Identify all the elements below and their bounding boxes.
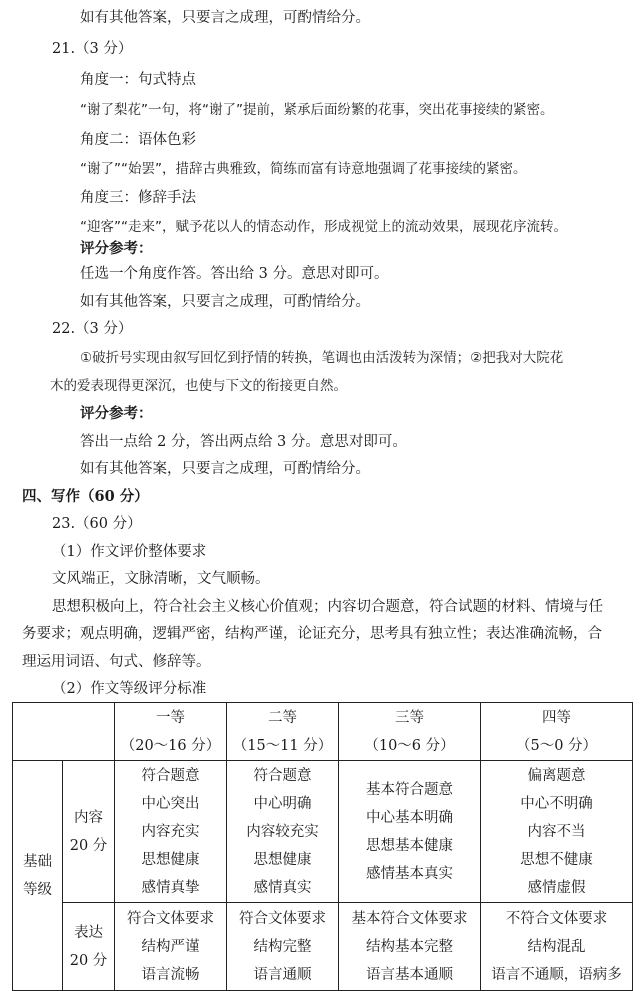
expression-cell-grade-3 (339, 903, 481, 991)
criterion: 符合题意 (253, 767, 312, 784)
expression-label (63, 903, 115, 991)
criterion: 结构严谨 (141, 938, 200, 955)
criterion: 语言不通顺，语病多 (491, 966, 622, 983)
criterion: 基本符合文体要求 (351, 910, 468, 927)
expression-cell-grade-1 (115, 903, 227, 991)
criterion: 感情虚假 (527, 879, 586, 896)
scoring-reference-text: 任选一个角度作答。答出给 3 分。意思对即可。 (80, 266, 389, 282)
question-22-number: 22.（3 分） (52, 321, 133, 337)
angle-2-title: 角度二：语体色彩 (80, 132, 196, 148)
content-cell-grade-3 (339, 761, 481, 903)
requirements-heading: （1）作文评价整体要求 (52, 544, 207, 560)
grade-header (227, 703, 339, 761)
criterion: 语言流畅 (141, 966, 200, 983)
criterion: 中心明确 (253, 795, 312, 812)
group-label: 等级 (23, 881, 52, 898)
criterion: 基本符合题意 (366, 781, 453, 798)
grade-name: 一等 (156, 709, 185, 726)
scoring-note: 如有其他答案，只要言之成理，可酌情给分。 (80, 10, 370, 26)
content-row (13, 761, 633, 903)
grade-header (115, 703, 227, 761)
scoring-note: 如有其他答案，只要言之成理，可酌情给分。 (80, 294, 370, 310)
angle-1-text: “谢了梨花”一句，将“谢了”提前，紧承后面纷繁的花事，突出花事接续的紧密。 (80, 102, 554, 118)
row-points: 20 分 (69, 952, 108, 969)
group-label: 基础 (23, 853, 52, 870)
grade-name: 二等 (268, 709, 297, 726)
grade-header (481, 703, 633, 761)
grade-range: （20～16 分） (120, 737, 221, 754)
requirement-line: 思想积极向上，符合社会主义核心价值观；内容切合题意，符合试题的材料、情境与任 (52, 599, 603, 615)
criterion: 结构混乱 (527, 938, 586, 955)
criterion: 思想基本健康 (366, 837, 453, 854)
criterion: 结构基本完整 (366, 938, 453, 955)
question-23-number: 23.（60 分） (52, 516, 142, 532)
grade-name: 四等 (542, 709, 571, 726)
table-header-row (13, 703, 633, 761)
scoring-reference-heading: 评分参考： (80, 240, 153, 257)
angle-3-title: 角度三：修辞手法 (80, 190, 196, 206)
grade-name: 三等 (395, 709, 424, 726)
grading-standard-heading: （2）作文等级评分标准 (52, 681, 207, 697)
grade-header (339, 703, 481, 761)
row-label: 内容 (74, 809, 103, 826)
content-cell-grade-4 (481, 761, 633, 903)
grade-range: （10～6 分） (364, 737, 455, 754)
requirement-line: 理运用词语、句式、修辞等。 (22, 654, 211, 670)
criterion: 结构完整 (253, 938, 312, 955)
row-points: 20 分 (69, 837, 108, 854)
criterion: 不符合文体要求 (505, 910, 608, 927)
row-label: 表达 (74, 924, 103, 941)
angle-1-title: 角度一：句式特点 (80, 72, 196, 88)
requirement-line: 务要求；观点明确，逻辑严密，结构严谨，论证充分，思考具有独立性；表达准确流畅，合 (22, 626, 602, 642)
criterion: 思想健康 (253, 851, 312, 868)
content-cell-grade-2 (227, 761, 339, 903)
expression-cell-grade-2 (227, 903, 339, 991)
criterion: 符合文体要求 (239, 910, 326, 927)
criterion: 中心不明确 (520, 795, 593, 812)
criterion: 思想健康 (141, 851, 200, 868)
grading-table (12, 702, 633, 991)
criterion: 感情真实 (253, 879, 312, 896)
criterion: 感情基本真实 (366, 865, 453, 882)
basic-level-label (13, 761, 63, 991)
criterion: 内容充实 (141, 823, 200, 840)
question-22-answer-line-2: 木的爱表现得更深沉，也使与下文的衔接更自然。 (50, 378, 347, 394)
grade-range: （15～11 分） (232, 737, 333, 754)
criterion: 内容不当 (527, 823, 586, 840)
criterion: 中心基本明确 (366, 809, 453, 826)
content-cell-grade-1 (115, 761, 227, 903)
criterion: 感情真挚 (141, 879, 200, 896)
expression-row (13, 903, 633, 991)
criterion: 符合题意 (141, 767, 200, 784)
content-label (63, 761, 115, 903)
table-corner-cell (13, 703, 115, 761)
section-4-title: 四、写作（60 分） (22, 488, 149, 505)
criterion: 语言通顺 (253, 966, 312, 983)
question-21-number: 21.（3 分） (52, 41, 133, 57)
criterion: 偏离题意 (527, 767, 586, 784)
requirement-line: 文风端正，文脉清晰，文气顺畅。 (52, 571, 270, 587)
criterion: 语言基本通顺 (366, 966, 453, 983)
criterion: 内容较充实 (246, 823, 319, 840)
criterion: 符合文体要求 (127, 910, 214, 927)
expression-cell-grade-4 (481, 903, 633, 991)
question-22-answer-line-1: ①破折号实现由叙写回忆到抒情的转换，笔调也由活泼转为深情；②把我对大院花 (80, 350, 564, 366)
angle-2-text: “谢了”“始罢”，措辞古典雅致，简练而富有诗意地强调了花事接续的紧密。 (80, 161, 527, 177)
criterion: 中心突出 (141, 795, 200, 812)
scoring-reference-text: 答出一点给 2 分，答出两点给 3 分。意思对即可。 (80, 434, 407, 450)
scoring-note: 如有其他答案，只要言之成理，可酌情给分。 (80, 461, 370, 477)
grade-range: （5～0 分） (515, 737, 598, 754)
angle-3-text: “迎客”“走来”，赋予花以人的情态动作，形成视觉上的流动效果，展现花序流转。 (80, 219, 567, 235)
scoring-reference-heading: 评分参考： (80, 405, 153, 422)
criterion: 思想不健康 (520, 851, 593, 868)
